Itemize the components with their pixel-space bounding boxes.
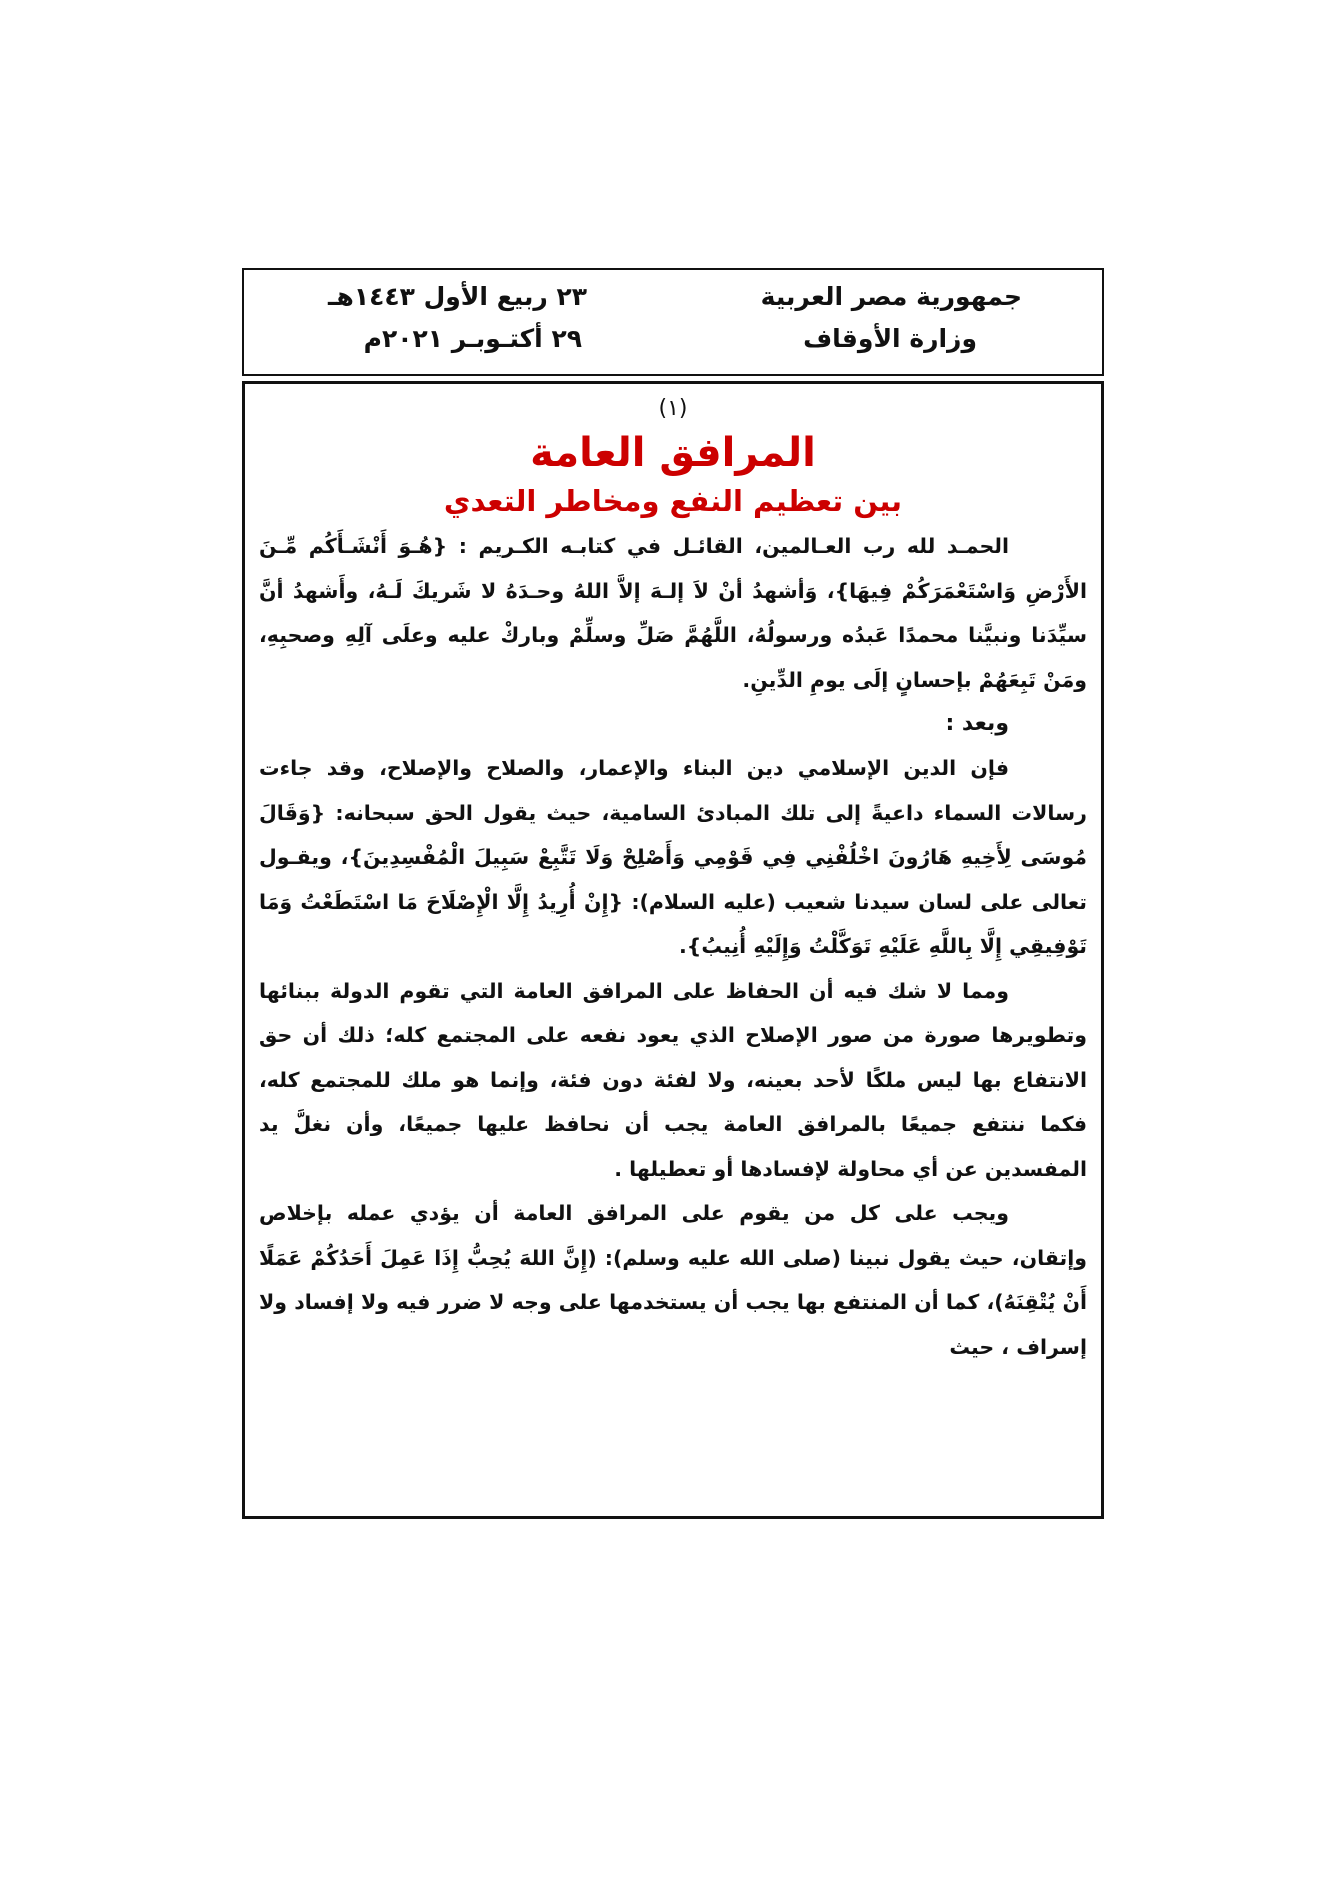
ministry-name: وزارة الأوقاف xyxy=(803,324,977,353)
paragraph-reform: فإن الدين الإسلامي دين البناء والإعمار، والصلاح والإصلاح، وقد جاءت رسالات السماء داعيةً إلى تلك المبادئ السامية، حيث يقول الحق سبحانه: {وَقَالَ مُوسَى لِأَخِيهِ هَارُونَ اخْلُفْنِي فِي قَوْمِي وَأَصْلِحْ وَلَا تَتَّبِعْ سَبِيلَ الْمُفْسِدِينَ}، ويقـول تعالى على لسان سيدنا شعيب (عليه السلام): {إِنْ أُرِيدُ إِلَّا الْإِصْلَاحَ مَا اسْتَطَعْتُ وَمَا تَوْفِيقِي إِلَّا بِاللَّهِ عَلَيْهِ تَوَكَّلْتُ وَإِلَيْهِ أُنِيبُ}. xyxy=(259,756,1087,958)
sermon-subtitle: بين تعظيم النفع ومخاطر التعدي xyxy=(443,484,903,518)
gregorian-date: ٢٩ أكتـوبـر ٢٠٢١م xyxy=(363,324,582,353)
country-name: جمهورية مصر العربية xyxy=(760,282,1022,311)
sermon-content xyxy=(259,392,1087,1369)
sermon-title: المرافق العامة xyxy=(530,430,816,476)
sermon-number: (١) xyxy=(658,396,688,421)
paragraph-public-facilities: ومما لا شك فيه أن الحفاظ على المرافق العامة التي تقوم الدولة ببنائها وتطويرها صورة من صور الإصلاح الذي يعود نفعه على المجتمع كله؛ ذلك أن حق الانتفاع بها ليس ملكًا لأحد بعينه، ولا لفئة دون فئة، وإنما هو ملك للمجتمع كله، فكما ننتفع جميعًا بالمرافق العامة يجب أن نحافظ عليها جميعًا، وأن نغلَّ يد المفسدين عن أي محاولة لإفسادها أو تعطيلها . xyxy=(259,978,1087,1181)
header-box xyxy=(242,268,1104,376)
hijri-date: ٢٣ ربيع الأول ١٤٤٣هـ xyxy=(327,282,587,311)
paragraph-opening: الحمـد لله رب العـالمين، القائـل في كتابـه الكـريم : {هُـوَ أَنْشَـأَكُم مِّـنَ الأَرْضِ وَاسْتَعْمَرَكُمْ فِيهَا}، وَأشهدُ أنْ لاَ إلـهَ إلاَّ اللهُ وحـدَهُ لا شَريكَ لَـهُ، وأَشهدُ أنَّ سيِّدَنا ونبيَّنا محمدًا عَبدُه ورسولُهُ، اللَّهُمَّ صَلِّ وسلِّمْ وباركْ عليه وعلَى آلِهِ وصحبِهِ، ومَنْ تَبِعَهُمْ بإحسانٍ إلَى يومِ الدِّينِ. xyxy=(259,534,1087,692)
waba3d-heading: وبعد : xyxy=(945,711,1009,736)
paragraph-duty: ويجب على كل من يقوم على المرافق العامة أن يؤدي عمله بإخلاص وإتقان، حيث يقول نبينا (صلى الله عليه وسلم): (إِنَّ اللهَ يُحِبُّ إِذَا عَمِلَ أَحَدُكُمْ عَمَلًا أَنْ يُتْقِنَهُ)، كما أن المنتفع بها يجب أن يستخدمها على وجه لا ضرر فيه ولا إفساد ولا إسراف ، حيث xyxy=(259,1201,1087,1359)
sermon-box xyxy=(242,381,1104,1519)
